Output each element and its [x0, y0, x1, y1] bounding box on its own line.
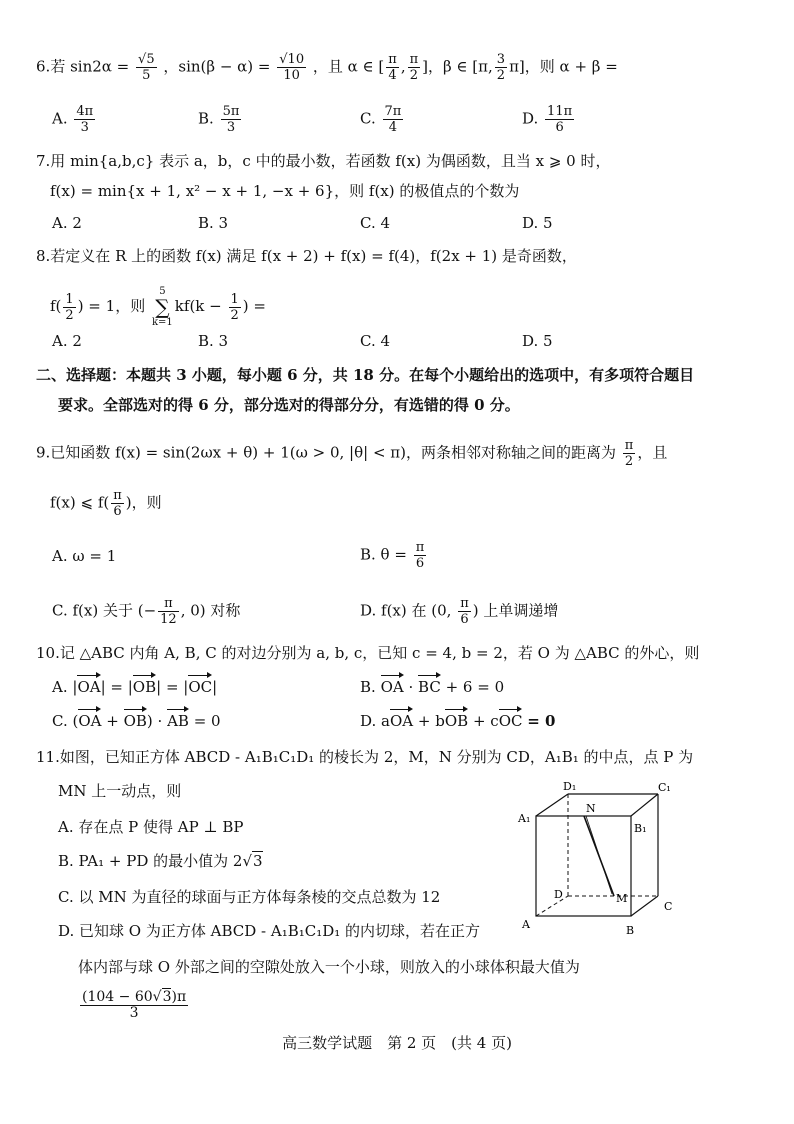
- q10-option-d[interactable]: D. aOA + bOB + cOC = 0: [360, 712, 556, 730]
- q11-line1: 11.如图，已知正方体 ABCD - A₁B₁C₁D₁ 的棱长为 2，M，N 分别为 CD，A₁B₁ 的中点，点 P 为: [36, 748, 694, 766]
- q10-option-b[interactable]: B. OA · BC + 6 = 0: [360, 678, 505, 696]
- q10-option-c[interactable]: C. (OA + OB) · AB = 0: [52, 712, 221, 730]
- section2-line2: 要求。全部选对的得 6 分，部分选对的得部分分，有选错的得 0 分。: [58, 396, 520, 414]
- q11-option-d-answer: $\frac{(104 - 60√3)\pi}{3}$: [82, 989, 187, 1021]
- q10-option-a[interactable]: A. |OA| = |OB| = |OC|: [52, 678, 218, 696]
- page-footer: 高三数学试题 第 2 页 (共 4 页): [282, 1034, 512, 1052]
- q6-option-d[interactable]: D. $\frac{11\pi}{6}$: [522, 104, 573, 135]
- label-a1: A₁: [518, 812, 531, 825]
- q7-line2: f(x) = min{x + 1, x² − x + 1, −x + 6}，则 f(x) 的极值点的个数为: [50, 182, 520, 200]
- section2-line1: 二、选择题：本题共 3 小题，每小题 6 分，共 18 分。在每个小题给出的选项中，有多项符合题目: [36, 366, 695, 384]
- q11-option-d-line1[interactable]: D. 已知球 O 为正方体 ABCD - A₁B₁C₁D₁ 的内切球，若在正方: [58, 922, 481, 940]
- q7-option-d[interactable]: D. 5: [522, 214, 553, 232]
- q8-line2: f( $\frac{1}{2}$ ) = 1，则 5 ∑ k=1kf(k − $\frac{1}{2}$ ) =: [50, 286, 266, 328]
- label-m: M: [616, 892, 628, 905]
- q9-line1: 9.已知函数 f(x) = sin(2ωx + θ) + 1(ω > 0, |θ| < π)，两条相邻对称轴之间的距离为 $\frac{\pi}{2}$ ，且: [36, 438, 668, 469]
- hidden-edge-ad: [536, 896, 568, 916]
- q11-option-b[interactable]: B. PA₁ + PD 的最小值为 2√3: [58, 852, 263, 870]
- q9-option-d[interactable]: D. f(x) 在 (0, $\frac{\pi}{6}$ ) 上单调递增: [360, 596, 559, 627]
- q11-option-c[interactable]: C. 以 MN 为直径的球面与正方体每条棱的交点总数为 12: [58, 888, 441, 906]
- label-d: D: [554, 888, 563, 901]
- q6-option-c[interactable]: C. $\frac{7\pi}{4}$: [360, 104, 402, 135]
- q7-option-a[interactable]: A. 2: [52, 214, 82, 232]
- q8-option-b[interactable]: B. 3: [198, 332, 229, 350]
- q8-line1: 8.若定义在 R 上的函数 f(x) 满足 f(x + 2) + f(x) = f(4)，f(2x + 1) 是奇函数，: [36, 247, 577, 265]
- q6-stem: 6.若 sin2α = $\frac{√5}{5}$ ，sin(β − α) = $\frac{√10}{10}$ ，且 α ∈ [ $\frac{\pi}{4}$ , $\frac{\pi}{2}$ ]，β ∈ [π, $\frac{3}{2}$ π]，则 α + β =: [36, 52, 618, 83]
- label-n: N: [586, 802, 596, 815]
- label-b: B: [626, 924, 635, 937]
- q9-line2: f(x) ⩽ f( $\frac{\pi}{6}$ )，则: [50, 488, 162, 519]
- q8-option-d[interactable]: D. 5: [522, 332, 553, 350]
- q11-option-d-line2: 体内部与球 O 外部之间的空隙处放入一个小球，则放入的小球体积最大值为: [78, 958, 580, 976]
- label-b1: B₁: [634, 822, 647, 835]
- q9-option-c[interactable]: C. f(x) 关于 (− $\frac{\pi}{12}$ , 0) 对称: [52, 596, 241, 627]
- q7-line1: 7.用 min{a,b,c} 表示 a，b，c 中的最小数，若函数 f(x) 为偶函数，且当 x ⩾ 0 时，: [36, 152, 611, 170]
- label-d1: D₁: [563, 780, 577, 793]
- label-c1: C₁: [658, 781, 671, 794]
- label-c: C: [664, 900, 673, 913]
- q11-line2: MN 上一动点，则: [58, 782, 182, 800]
- q8-option-c[interactable]: C. 4: [360, 332, 391, 350]
- q7-option-b[interactable]: B. 3: [198, 214, 229, 232]
- q9-option-a[interactable]: A. ω = 1: [52, 547, 117, 565]
- q10-line1: 10.记 △ABC 内角 A, B, C 的对边分别为 a, b, c，已知 c = 4, b = 2，若 O 为 △ABC 的外心，则: [36, 644, 700, 662]
- label-a: A: [522, 918, 530, 931]
- q8-option-a[interactable]: A. 2: [52, 332, 82, 350]
- q6-option-b[interactable]: B. $\frac{5\pi}{3}$: [198, 104, 240, 135]
- cube-figure: [508, 780, 688, 940]
- q6-option-a[interactable]: A. $\frac{4\pi}{3}$: [52, 104, 94, 135]
- q11-option-a[interactable]: A. 存在点 P 使得 AP ⊥ BP: [58, 818, 244, 836]
- q9-option-b[interactable]: B. θ = $\frac{\pi}{6}$: [360, 540, 425, 571]
- q7-option-c[interactable]: C. 4: [360, 214, 391, 232]
